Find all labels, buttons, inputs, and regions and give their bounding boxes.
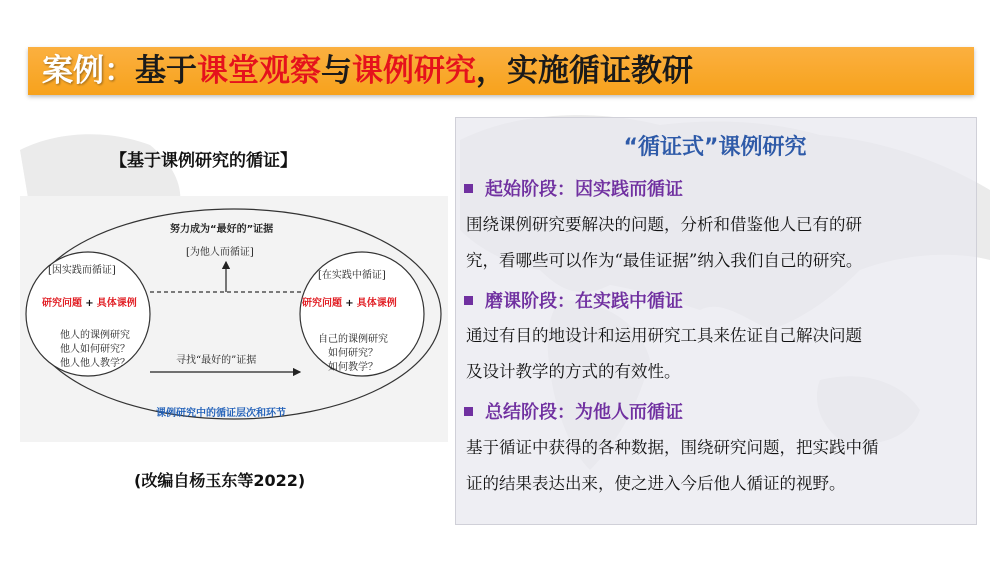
page-title xyxy=(42,51,693,91)
title-and: 与 xyxy=(321,53,352,89)
title-classroom-observation: 课堂观察 xyxy=(197,53,321,89)
diagram-left-q2: 他人如何研究？ xyxy=(60,344,130,355)
stage-summary-heading: 总结阶段：为他人而循证 xyxy=(464,398,683,424)
title-part-based-on: 基于 xyxy=(135,53,197,89)
title-lesson-study: 课例研究 xyxy=(352,53,476,89)
diagram-right-q1: 自己的课例研究 xyxy=(318,334,388,345)
diagram-left-red: 研究问题 + 具体课例 xyxy=(42,298,137,309)
stage-refine-heading: 磨课阶段：在实践中循证 xyxy=(464,287,683,313)
diagram-arrow-label: 寻找“最好的”证据 xyxy=(176,355,257,366)
bullet-square-icon xyxy=(464,407,473,416)
diagram-right-bracket: [在实践中循证] xyxy=(318,270,386,281)
diagram-for-others: [为他人而循证] xyxy=(186,247,254,258)
diagram-top-label: 努力成为“最好的”证据 xyxy=(170,224,274,235)
stage-start-text: 围绕课例研究要解决的问题，分析和借鉴他人已有的研 究，看哪些可以作为“最佳证据”纳入我们自己的研究。 xyxy=(466,215,863,270)
title-case-label: 案例 xyxy=(42,53,104,89)
bullet-square-icon xyxy=(464,296,473,305)
bullet-square-icon xyxy=(464,184,473,193)
diagram-right-q2: 如何研究？ xyxy=(328,348,378,359)
citation: (改编自杨玉东等2022) xyxy=(134,471,306,490)
diagram-left-bracket: [因实践而循证] xyxy=(48,265,116,276)
diagram-caption: 【基于课例研究的循证】 xyxy=(110,151,297,171)
diagram-left-q3: 他人他人教学？ xyxy=(60,358,130,369)
diagram-right-q3: 如何教学？ xyxy=(328,362,378,373)
diagram-right-red: 研究问题 + 具体课例 xyxy=(302,298,397,309)
stage-summary-text: 基于循证中获得的各种数据，围绕研究问题，把实践中循 证的结果表达出来，使之进入今后他人循证的视野。 xyxy=(466,438,879,493)
diagram-bottom-label: 课例研究中的循证层次和环节 xyxy=(156,408,286,419)
diagram-left-q1: 他人的课例研究 xyxy=(60,330,130,341)
stage-refine-text: 通过有目的地设计和运用研究工具来佐证自己解决问题 及设计教学的方式的有效性。 xyxy=(466,326,862,381)
title-colon: ： xyxy=(104,53,135,89)
stage-start-heading: 起始阶段：因实践而循证 xyxy=(464,175,683,201)
title-evidence-based-research: ，实施循证教研 xyxy=(476,53,693,89)
panel-title: “循证式”课例研究 xyxy=(623,135,807,160)
